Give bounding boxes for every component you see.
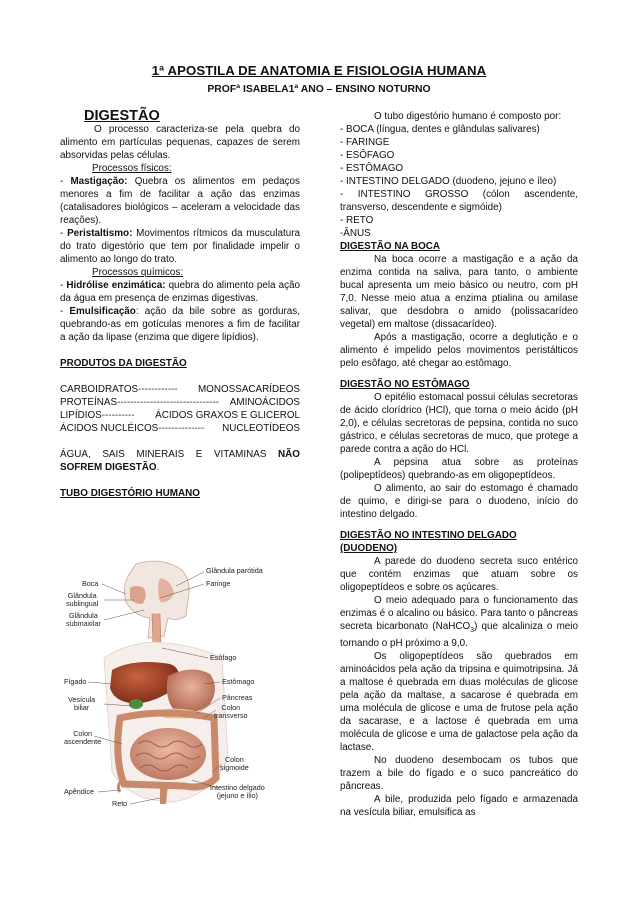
product-row: PROTEÍNAS ------------------------------- AMINOÁCIDOS [60, 397, 300, 408]
label-gallbladder: Vesícula biliar [68, 695, 96, 712]
hydrolysis-item: - Hidrólise enzimática: quebra do alimento pela ação da água em presença de enzimas digestivas. [60, 280, 300, 304]
intestine-paragraph-4: No duodeno desembocam os tubos que trazem a bile do fígado e o suco pancreático do pâncreas. [340, 754, 578, 792]
label-submaxillary-gland: Glândula submaxilar [66, 611, 101, 628]
tube-part-item: - RETO [340, 215, 374, 226]
digestive-system-illustration [64, 558, 276, 808]
label-transverse-colon: Colon transverso [214, 703, 248, 720]
mouth-paragraph-1: Na boca ocorre a mastigação e a ação da enzima contida na saliva, para tanto, o ambiente bucal apresenta um meio básico ou neutro, com pH 7,0. Nesse meio atua a enzima ptialina ou amilase salivar, que desdobra o amido (polissacarídeo vegetal) em maltose (dissacarídeo). [340, 254, 578, 330]
no-digestion-note: ÁGUA, SAIS MINERAIS E VITAMINAS NÃO SOFREM DIGESTÃO. [60, 449, 300, 473]
mouth-paragraph-2: Após a mastigação, ocorre a deglutição e o alimento é impelido pelos movimentos peristálticos pelo esôfago, até chegar ao estômago. [340, 332, 578, 369]
stomach-digestion-heading: DIGESTÃO NO ESTÔMAGO [340, 379, 470, 390]
duodenum-heading: (DUODENO) [340, 543, 398, 554]
tube-part-item: - FARINGE [340, 137, 390, 148]
document-subtitle: PROFª ISABELA1ª ANO – ENSINO NOTURNO [207, 84, 431, 95]
label-sigmoid-colon: Colon sigmoide [220, 755, 249, 772]
label-pancreas: Pâncreas [222, 693, 253, 702]
stomach-paragraph-3: O alimento, ao sair do estomago é chamado de quimo, e dirigi-se para o duodeno, início do intestino delgado. [340, 483, 578, 520]
product-row: ÁCIDOS NUCLÉICOS -------------- NUCLEOTÍDEOS [60, 423, 300, 434]
stomach-paragraph-2: A pepsina atua sobre as proteínas (polipeptídeos) quebrando-as em oligopeptídeos. [340, 457, 578, 481]
label-pharynx: Faringe [206, 579, 231, 588]
small-intestine [130, 728, 206, 780]
digestive-tube-heading: TUBO DIGESTÓRIO HUMANO [60, 488, 200, 499]
tube-part-item: - BOCA (língua, dentes e glândulas salivares) [340, 124, 540, 135]
left-column [60, 110, 300, 500]
tube-intro: O tubo digestório humano é composto por: [374, 111, 562, 122]
label-liver: Fígado [64, 677, 87, 686]
physical-processes-heading: Processos físicos: [92, 163, 172, 174]
intestine-paragraph-1: A parede do duodeno secreta suco entérico que contém enzimas que atuam sobre os oligopeptídeos e sobre os açúcares. [340, 556, 578, 593]
tube-part-item: - INTESTINO GROSSO (cólon ascendente, transverso, descendente e sigmóide) [340, 189, 578, 213]
gallbladder [129, 699, 143, 709]
tube-part-item: - INTESTINO DELGADO (duodeno, jejuno e íleo) [340, 176, 557, 187]
intestine-paragraph-5: A bile, produzida pelo fígado e armazenada na vesícula biliar, emulsifica as [340, 793, 578, 818]
label-rectum: Reto [112, 799, 128, 808]
intestine-paragraph-2: O meio adequado para o funcionamento das enzimas é o alcalino ou básico. Para tanto o pâncreas secreta bicarbonato (NaHCO$_3$) que alcaliniza o meio tornando o pH próximo a 9,0. [340, 595, 578, 649]
label-ascending-colon: Colon ascendente [64, 729, 102, 746]
products-heading: PRODUTOS DA DIGESTÃO [60, 358, 187, 369]
peristalsis-item: - Peristaltismo: Movimentos rítmicos da musculatura do trato digestório que tem por finalidade impelir o alimento ao longo do trato. [60, 228, 300, 265]
product-row: LIPÍDIOS ---------- ÁCIDOS GRAXOS E GLICEROL [60, 410, 300, 421]
tube-part-item: - ESÔFAGO [340, 150, 395, 161]
intestine-paragraph-3: Os oligopeptídeos são quebrados em aminoácidos pela ação da tripsina e quimotripsina. Já a maltose é quebrada em duas moléculas de glicose pela ação da maltase, a sacarose é quebrada em uma molécula de glicose e uma de frutose pela ação da sacarase, e a lactose é quebrada em uma molécula de glicose e uma de galactose pela ação da lactase. [340, 650, 578, 753]
label-parotid-gland: Glândula parótida [206, 566, 263, 575]
product-row: CARBOIDRATOS ------------ MONOSSACARÍDEOS [60, 384, 300, 395]
chemical-processes-heading: Processos químicos: [92, 267, 184, 278]
mouth-digestion-heading: DIGESTÃO NA BOCA [340, 241, 441, 252]
label-sublingual-gland: Glândula sublingual [66, 591, 99, 608]
right-column [340, 110, 578, 819]
label-small-intestine: Intestino delgado (jejuno e ílio) [210, 783, 265, 800]
label-stomach: Estômago [222, 677, 255, 686]
label-appendix: Apêndice [64, 787, 94, 796]
tube-part-item: - ESTÔMAGO [340, 163, 404, 174]
mastication-item: - Mastigação: Quebra os alimentos em pedaços menores a fim de facilitar a ação das enzimas (catalisadores biológicos – aceleram a velocidade das reações). [60, 176, 300, 226]
emulsification-item: - Emulsificação: ação da bile sobre as gorduras, quebrando-as em gotículas menores a fim de facilitar a ação da lipase (enzima que digere lipídios). [60, 306, 300, 343]
intestine-digestion-heading: DIGESTÃO NO INTESTINO DELGADO [340, 530, 517, 541]
digestion-heading: DIGESTÃO [84, 108, 160, 124]
label-esophagus: Esôfago [210, 653, 237, 662]
tube-part-item: -ÂNUS [340, 228, 371, 239]
label-mouth: Boca [82, 579, 99, 588]
intro-paragraph: O processo caracteriza-se pela quebra do alimento em partículas pequenas, capazes de serem absorvidas pelas células. [60, 124, 300, 161]
document-title: 1ª APOSTILA DE ANATOMIA E FISIOLOGIA HUMANA [151, 63, 487, 78]
stomach-paragraph-1: O epitélio estomacal possui células secretoras de ácido clorídrico (HCl), que torna o meio ácido (pH 2,0), e células secretoras de pepsina, contida no suco gástrico, e células secretoras de muco, que protege a parede contra a ação do HCl. [340, 392, 578, 455]
